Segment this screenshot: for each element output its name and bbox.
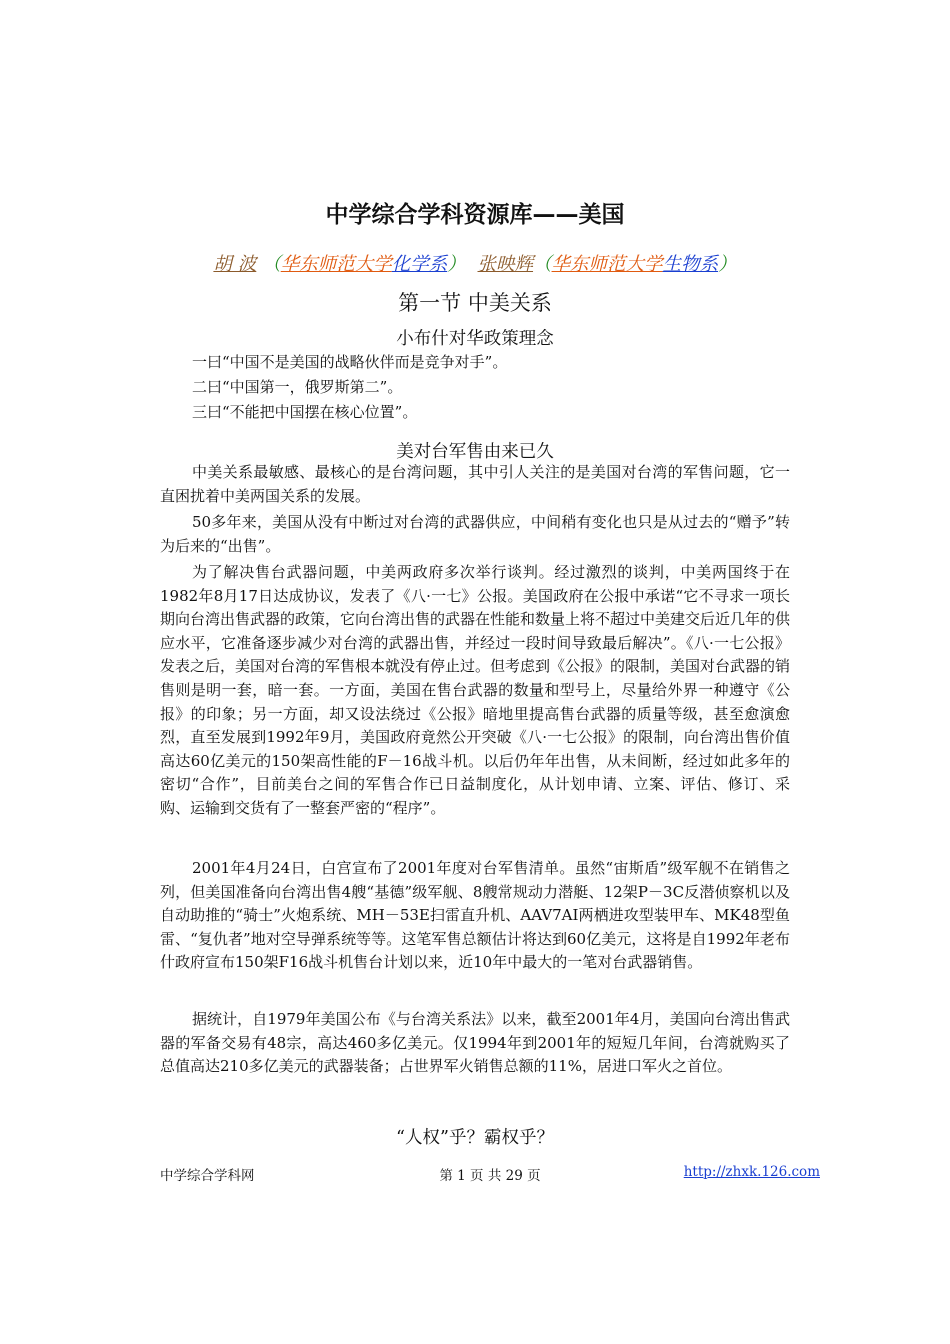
body-paragraph: 为了解决售台武器问题，中美两政府多次举行谈判。经过激烈的谈判，中美两国终于在1982年8月17日达成协议，发表了《八·一七》公报。美国政府在公报中承诺“它不寻求一项长期向台湾出售武器的政策，它向台湾出售的武器在性能和数量上将不超过中美建交后近几年的供应水平，它准备逐步减少对台湾的武器出售，并经过一段时间导致最后解决”。《八·一七公报》发表之后，美国对台湾的军售根本就没有停止过。但考虑到《公报》的限制，美国对台武器的销售则是明一套，暗一套。一方面，美国在售台武器的数量和型号上，尽量给外界一种遵守《公报》的印象；另一方面，却又设法绕过《公报》暗地里提高售台武器的质量等级，甚至愈演愈烈，直至发展到1992年9月，美国政府竟然公开突破《八·一七公报》的限制，向台湾出售价值高达60亿美元的150架高性能的F－16战斗机。以后仍年年出售，从未间断，经过如此多年的密切“合作”，目前美台之间的军售合作已日益制度化，从计划申请、立案、评估、修订、采购、运输到交货有了一整套严密的“程序”。: [160, 563, 791, 817]
footer-url-wrapper: [684, 1164, 820, 1180]
footer-url-link[interactable]: http://zhxk.126.com: [683, 1164, 820, 1180]
department-link-chemistry[interactable]: 化学系: [391, 254, 448, 275]
section-heading: 第一节 中美关系: [398, 291, 552, 315]
policy-line: 二曰“中国第一，俄罗斯第二”。: [192, 378, 403, 396]
footer-page-number: 第 1 页 共 29 页: [439, 1168, 541, 1184]
university-link[interactable]: 华东师范大学: [280, 254, 392, 275]
policy-line: 一曰“中国不是美国的战略伙伴而是竞争对手”。: [192, 353, 508, 371]
paren-close: ）: [718, 254, 737, 275]
university-link[interactable]: 华东师范大学: [551, 254, 663, 275]
subheading-human-rights: “人权”乎？霸权乎？: [396, 1128, 554, 1148]
body-paragraph: 2001年4月24日，白宫宣布了2001年度对台军售清单。虽然“宙斯盾”级军舰不在销售之列，但美国准备向台湾出售4艘“基德”级军舰、8艘常规动力潜艇、12架P－3C反潜侦察机以及自动助推的“骑士”火炮系统、MH－53E扫雷直升机、AAV7AI两栖进攻型装甲车、MK48型鱼雷、“复仇者”地对空导弹系统等等。这笔军售总额估计将达到60亿美元，这将是自1992年老布什政府宣布150架F16战斗机售台计划以来，近10年中最大的一笔对台武器销售。: [160, 859, 790, 972]
author-link-hu-bo[interactable]: 胡 波: [213, 254, 257, 275]
policy-line: 三曰“不能把中国摆在核心位置”。: [192, 403, 418, 421]
paren-close: ）: [447, 254, 466, 275]
footer-site-name: 中学综合学科网: [160, 1168, 255, 1184]
author-link-zhang-yinghui[interactable]: 张映辉: [477, 254, 534, 275]
department-link-biology[interactable]: 生物系: [662, 254, 719, 275]
page-title: 中学综合学科资源库——美国: [325, 202, 625, 228]
subheading-policy: 小布什对华政策理念: [396, 329, 554, 349]
body-paragraph: 中美关系最敏感、最核心的是台湾问题，其中引人关注的是美国对台湾的军售问题，它一直困扰着中美两国关系的发展。: [160, 463, 790, 505]
subheading-arms-sales: 美对台军售由来已久: [396, 442, 554, 462]
body-paragraph: 据统计，自1979年美国公布《与台湾关系法》以来，截至2001年4月，美国向台湾出售武器的军备交易有48宗，高达460多亿美元。仅1994年到2001年的短短几年间，台湾就购买了总值高达210多亿美元的武器装备；占世界军火销售总额的11%，居进口军火之首位。: [160, 1010, 790, 1076]
paren-open: （: [533, 254, 552, 275]
body-paragraph: 50多年来，美国从没有中断过对台湾的武器供应，中间稍有变化也只是从过去的“赠予”转为后来的“出售”。: [160, 513, 790, 555]
author-line: [160, 250, 790, 276]
paren-open: （: [262, 254, 281, 275]
